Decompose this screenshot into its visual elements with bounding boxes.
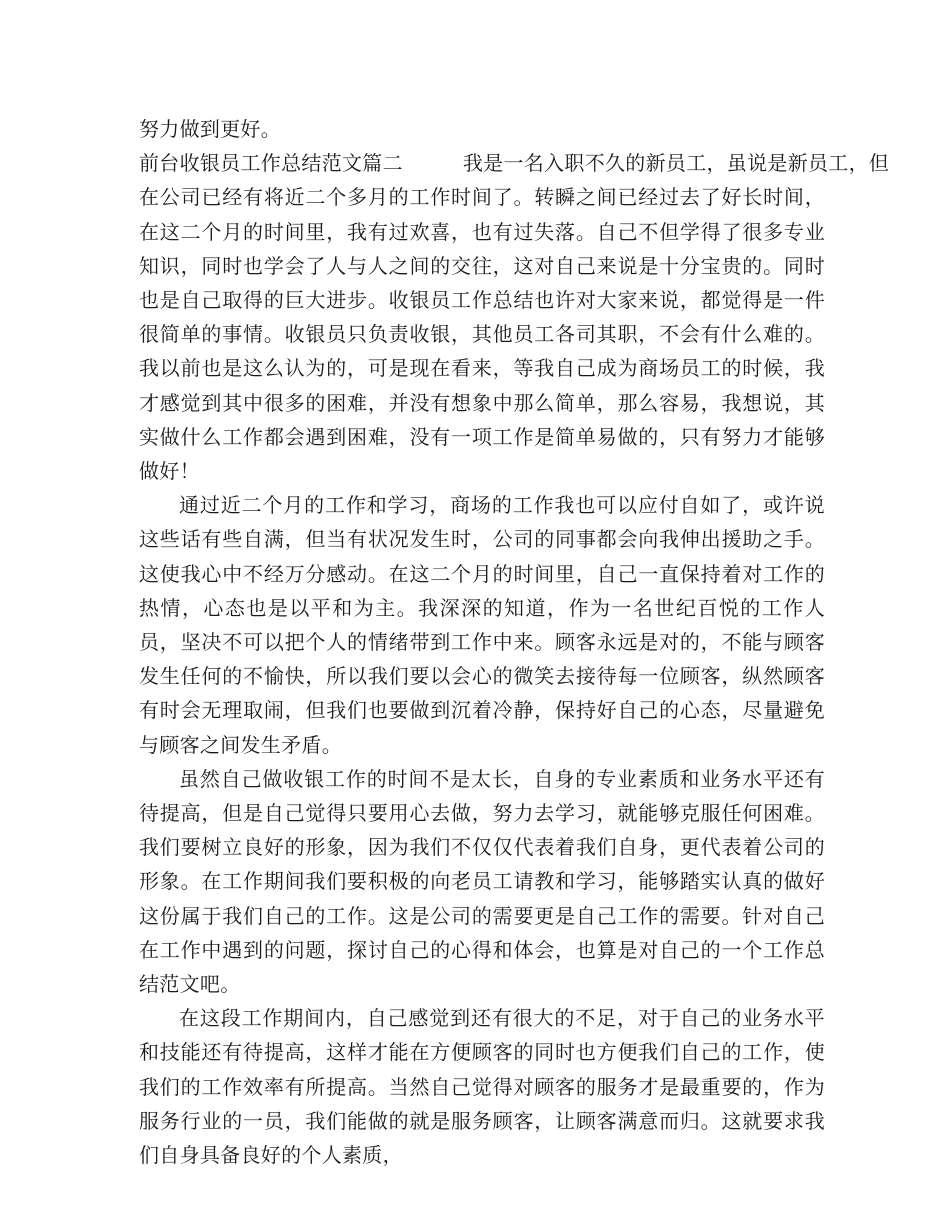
section-title: 前台收银员工作总结范文篇二: [139, 151, 403, 176]
paragraph-4: 在这段工作期间内，自己感觉到还有很大的不足，对于自己的业务水平和技能还有待提高，这样才能在方便顾客的同时也方便我们自己的工作，使我们的工作效率有所提高。当然自己觉得对顾客的服务才是最重要的，作为服务行业的一员，我们能做的就是服务顾客，让顾客满意而归。这就要求我们自身具备良好的个人素质，: [139, 1006, 825, 1168]
paragraph-1-opening: 我是一名入职不久的新员工，虽说是新员工，但: [462, 151, 890, 176]
document-body: [139, 112, 890, 1172]
lead-line: 努力做到更好。: [139, 117, 282, 141]
paragraph-3: 虽然自己做收银工作的时间不是太长，自身的专业素质和业务水平还有待提高，但是自己觉得只要用心去做，努力去学习，就能够克服任何困难。我们要树立良好的形象，因为我们不仅仅代表着我们自身，更代表着公司的形象。在工作期间我们要积极的向老员工请教和学习，能够踏实认真的做好这份属于我们自己的工作。这是公司的需要更是自己工作的需要。针对自己在工作中遇到的问题，探讨自己的心得和体会，也算是对自己的一个工作总结范文吧。: [139, 766, 825, 997]
paragraph-1: 在公司已经有将近二个多月的工作时间了。转瞬之间已经过去了好长时间，在这二个月的时间里，我有过欢喜，也有过失落。自己不但学得了很多专业知识，同时也学会了人与人之间的交往，这对自己来说是十分宝贵的。同时也是自己取得的巨大进步。收银员工作总结也许对大家来说，都觉得是一件很简单的事情。收银员只负责收银，其他员工各司其职，不会有什么难的。我以前也是这么认为的，可是现在看来，等我自己成为商场员工的时候，我才感觉到其中很多的困难，并没有想象中那么简单，那么容易，我想说，其实做什么工作都会遇到困难，没有一项工作是简单易做的，只有努力才能够做好！: [139, 185, 825, 484]
section-heading-line: [139, 146, 890, 180]
paragraph-2: 通过近二个月的工作和学习，商场的工作我也可以应付自如了，或许说这些话有些自满，但当有状况发生时，公司的同事都会向我伸出援助之手。这使我心中不经万分感动。在这二个月的时间里，自己一直保持着对工作的热情，心态也是以平和为主。我深深的知道，作为一名世纪百悦的工作人员，坚决不可以把个人的情绪带到工作中来。顾客永远是对的，不能与顾客发生任何的不愉快，所以我们要以会心的微笑去接待每一位顾客，纵然顾客有时会无理取闹，但我们也要做到沉着冷静，保持好自己的心态，尽量避免与顾客之间发生矛盾。: [139, 493, 825, 757]
